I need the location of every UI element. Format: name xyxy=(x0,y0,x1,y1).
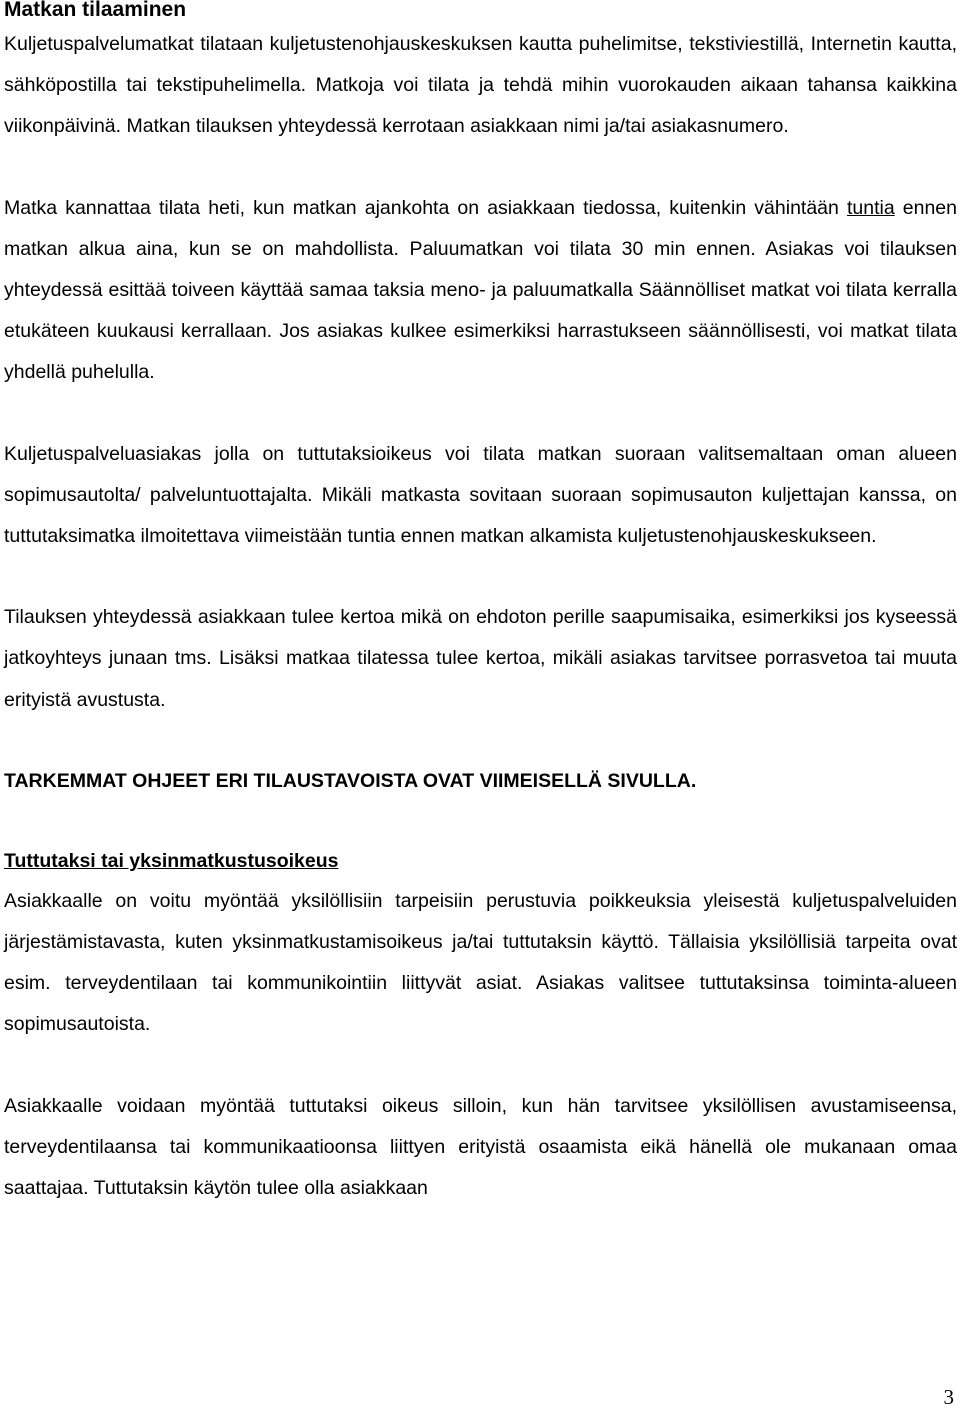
underlined-word-tuntia: tuntia xyxy=(846,196,895,219)
paragraph-arrival-time: Tilauksen yhteydessä asiakkaan tulee kertoa mikä on ehdoton perille saapumisaika, esimerkiksi jos kyseessä jatkoyhteys junaan tms. Lisäksi matkaa tilatessa tulee kertoa, mikäli asiakas tarvitsee porrasvetoa tai muuta erityistä avustusta. xyxy=(4,606,957,711)
paragraph-individual-exceptions: Asiakkaalle on voitu myöntää yksilöllisiin tarpeisiin perustuvia poikkeuksia yleisestä kuljetuspalveluiden järjestämistavasta, kuten yksinmatkustamisoikeus ja/tai tuttutaksin käyttö. Tällaisia yksilöllisiä tarpeita ovat esim. terveydentilaan tai kommunikointiin liittyvät asiat. Asiakas valitsee tuttutaksinsa toiminta-alueen sopimusautoista. xyxy=(4,889,957,1036)
paragraph-ordering-methods: Kuljetuspalvelumatkat tilataan kuljetustenohjauskeskuksen kautta puhelimitse, tekstiviestillä, Internetin kautta, sähköpostilla tai tekstipuhelimella. Matkoja voi tilata ja tehdä mihin vuorokauden aikaan tahansa kaikkina viikonpäivinä. Matkan tilauksen yhteydessä kerrotaan asiakkaan nimi ja/tai asiakasnumero. xyxy=(4,33,957,138)
notice-instructions-last-page: TARKEMMAT OHJEET ERI TILAUSTAVOISTA OVAT VIIMEISELLÄ SIVULLA. xyxy=(4,769,697,792)
section-heading-ordering: Matkan tilaaminen xyxy=(4,0,187,21)
paragraph-ordering-timing-start: Matka kannattaa tilata heti, kun matkan ajankohta on asiakkaan tiedossa, kuitenkin vähintään xyxy=(4,196,847,219)
paragraph-ordering-timing-end: ennen matkan alkua aina, kun se on mahdollista. Paluumatkan voi tilata 30 min ennen. Asiakas voi tilauksen yhteydessä esittää toiveen käyttää samaa taksia meno- ja paluumatkalla Säännölliset matkat voi tilata kerralla etukäteen kuukausi kerrallaan. Jos asiakas kulkee esimerkiksi harrastukseen säännöllisesti, voi matkat tilata yhdellä puhelulla. xyxy=(4,196,957,384)
paragraph-familiar-taxi-ordering: Kuljetuspalveluasiakas jolla on tuttutaksioikeus voi tilata matkan suoraan valitsemaltaan oman alueen sopimusautolta/ palveluntuottajalta. Mikäli matkasta sovitaan suoraan sopimusauton kuljettajan kanssa, on tuttutaksimatka ilmoitettava viimeistään tuntia ennen matkan alkamista kuljetustenohjauskeskukseen. xyxy=(4,442,957,548)
paragraph-ordering-timing xyxy=(4,188,957,394)
document-page xyxy=(4,0,957,1209)
page-number: 3 xyxy=(943,1385,954,1409)
section-heading-familiar-taxi: Tuttutaksi tai yksinmatkustusoikeus xyxy=(4,849,339,872)
paragraph-familiar-taxi-right: Asiakkaalle voidaan myöntää tuttutaksi oikeus silloin, kun hän tarvitsee yksilöllisen avustamiseensa, terveydentilaansa tai kommunikaatioonsa liittyen erityistä osaamista eikä hänellä ole mukanaan omaa saattajaa. Tuttutaksin käytön tulee olla asiakkaan xyxy=(4,1094,957,1200)
